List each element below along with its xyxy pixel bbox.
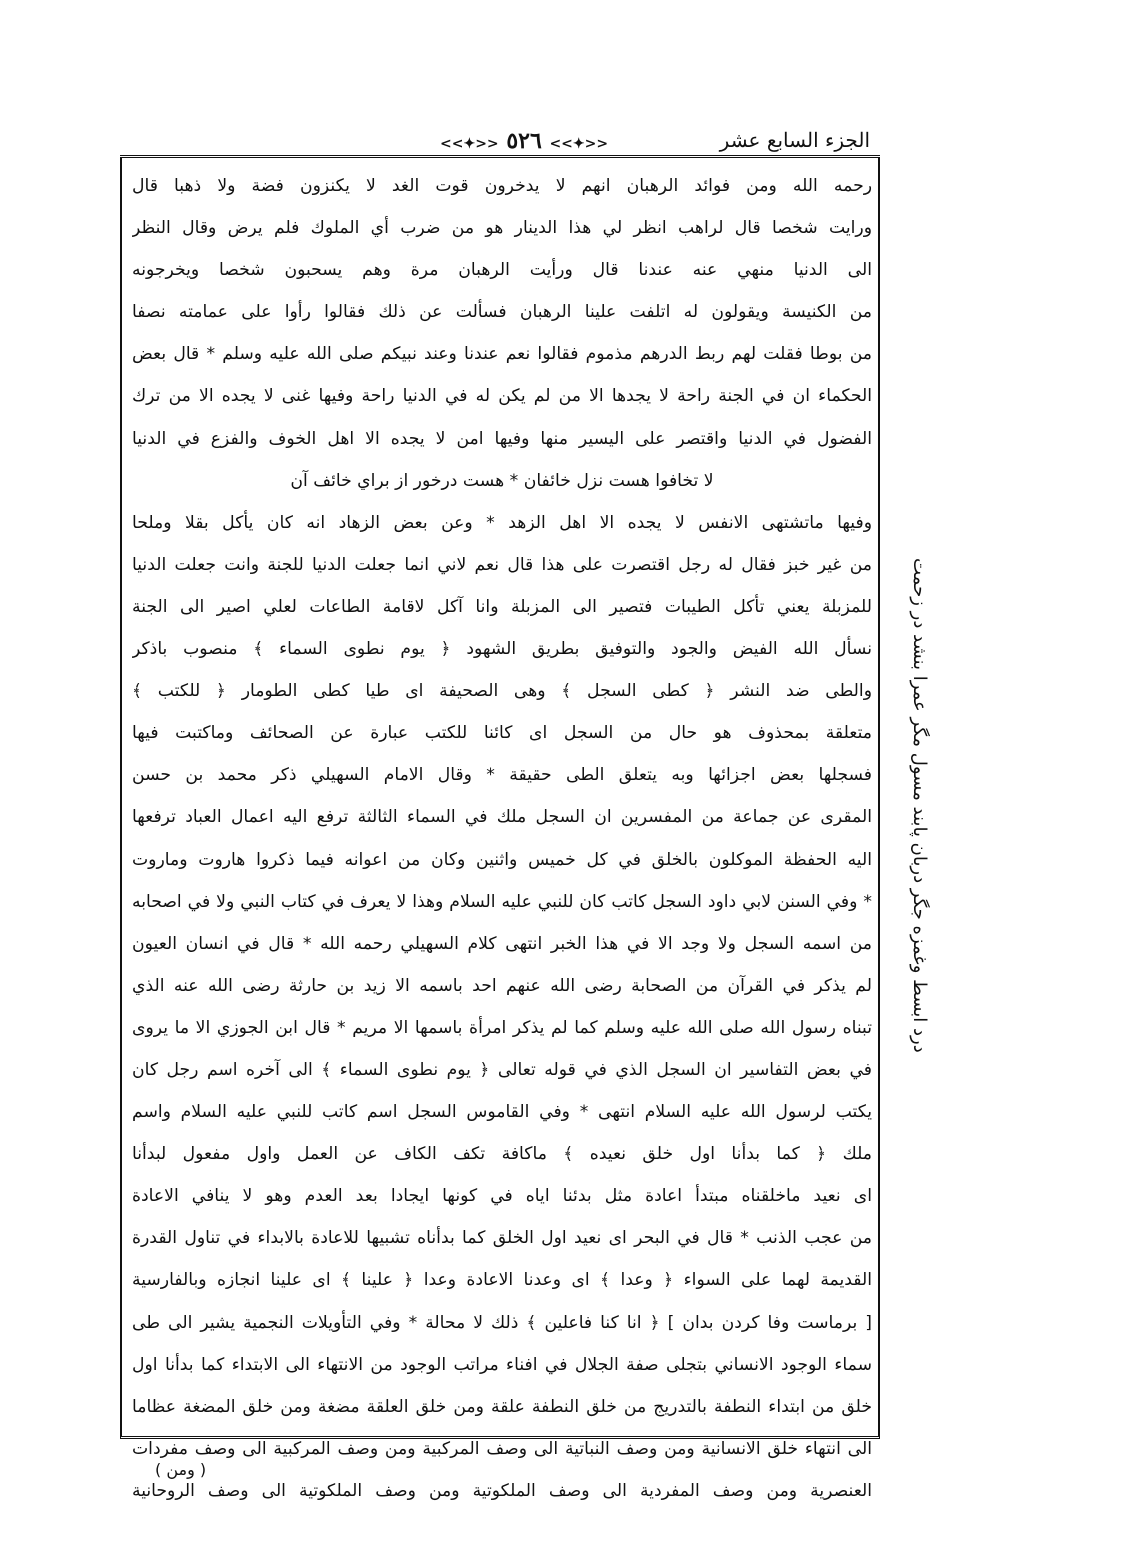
text-line: رحمه الله ومن فوائد الرهبان انهم لا يدخرون قوت الغد لا يكنزون فضة ولا ذهبا قال bbox=[132, 176, 872, 196]
text-line: القديمة لهما على السواء ﴿ وعدا ﴾ اى وعدنا الاعادة وعدا ﴿ علينا ﴾ اى علينا انجازه وبالفارسية bbox=[132, 1270, 872, 1291]
text-line: لا تخافوا هست نزل خائفان * هست درخور از براي خائف آن bbox=[290, 470, 714, 491]
text-line: من الكنيسة ويقولون له اتلفت علينا الرهبان فسألت عن ذلك فقالوا رأوا على عمامته نصفا bbox=[132, 302, 872, 323]
text-line: نسأل الله الفيض والجود والتوفيق بطريق الشهود ﴿ يوم نطوى السماء ﴾ منصوب باذكر bbox=[132, 639, 872, 660]
text-line: * وفي السنن لابي داود السجل كاتب كان للنبي عليه السلام وهذا لا يعرف في كتاب النبي ولا في اصحابه bbox=[132, 891, 872, 912]
text-line: الحكماء ان في الجنة راحة لا يجدها الا من لم يكن له في الدنيا راحة وفيها غنى لا يجده الا من ترك bbox=[132, 386, 872, 407]
text-line: متعلقة بمحذوف هو حال من السجل اى كائنا للكتب عبارة عن الصحائف وماكتبت فيها bbox=[132, 723, 872, 744]
part-label: الجزء السابع عشر bbox=[719, 128, 870, 152]
text-line: من بوطا فقلت لهم ربط الدرهم مذموم فقالوا نعم عندنا وعند نبيكم صلى الله عليه وسلم * قال بعض bbox=[132, 344, 872, 365]
ornament-icon: <<✦>> bbox=[440, 136, 499, 152]
text-line: فسجلها بعض اجزائها وبه يتعلق الطى حقيقة * وقال الامام السهيلي ذكر محمد بن حسن bbox=[132, 765, 872, 786]
text-line: الى الدنيا منهي عنه عندنا قال ورأيت الرهبان مرة وهم يسحبون شخصا ويخرجونه bbox=[132, 260, 872, 281]
text-line: خلق من ابتداء النطفة بالتدريج من خلق النطفة علقة ومن خلق العلقة مضغة ومن خلق المضغة عظاما bbox=[132, 1396, 872, 1417]
text-line: وفيها ماتشتهى الانفس لا يجده الا اهل الزهد * وعن بعض الزهاد انه كان يأكل بقلا وملحا bbox=[132, 512, 872, 533]
text-line: والطى ضد النشر ﴿ كطى السجل ﴾ وهى الصحيفة اى طيا كطى الطومار ﴿ للكتب ﴾ bbox=[132, 681, 872, 702]
text-line: الفضول في الدنيا واقتصر على اليسير منها وفيها امن لا يجده الا اهل الخوف والفزع في الدنيا bbox=[132, 428, 872, 449]
text-line: ملك ﴿ كما بدأنا اول خلق نعيده ﴾ ماكافة تكف الكاف عن العمل واول مفعول لبدأنا bbox=[132, 1144, 872, 1165]
body-text bbox=[132, 165, 872, 1512]
text-line: يكتب لرسول الله عليه السلام انتهى * وفي القاموس السجل اسم كاتب للنبي عليه السلام واسم bbox=[132, 1102, 872, 1123]
catchword: ( ومن ) bbox=[155, 1460, 207, 1479]
text-line: الى انتهاء خلق الانسانية ومن وصف النباتية الى وصف المركبية ومن وصف المركبية الى وصف مفردات bbox=[132, 1438, 872, 1459]
ornament-icon: <<✦>> bbox=[549, 136, 609, 152]
text-line: العنصرية ومن وصف المفردية الى وصف الملكوتية ومن وصف الملكوتية الى وصف الروحانية bbox=[132, 1480, 872, 1501]
text-line: من غير خبز فقال له رجل اقتصرت على هذا قال نعم لاني انما جعلت الدنيا للجنة وانت جعلت الدنيا bbox=[132, 554, 872, 575]
text-line: اليه الحفظة الموكلون بالخلق في كل خميس واثنين وكان من اعوانه فيما ذكروا هاروت وماروت bbox=[132, 849, 872, 870]
text-line: لم يذكر في القرآن من الصحابة رضى الله عنهم احد باسمه الا زيد بن حارثة رضى الله عنه الذي bbox=[132, 975, 872, 996]
running-header bbox=[150, 128, 870, 158]
page-number-group bbox=[440, 128, 608, 154]
text-line: من عجب الذنب * قال في البحر اى نعيد اول الخلق كما بدأناه تشبيها للاعادة بالابداء في تناول القدرة bbox=[132, 1228, 872, 1249]
text-line: تبناه رسول الله صلى الله عليه وسلم كما لم يذكر امرأة باسمها الا مريم * قال ابن الجوزي الا ما يروى bbox=[132, 1017, 872, 1038]
text-line: المقرى عن جماعة من المفسرين ان السجل ملك في السماء الثالثة ترفع اليه اعمال العباد ترفعها bbox=[132, 807, 872, 828]
text-line: سماء الوجود الانساني بتجلى صفة الجلال في افناء مراتب الوجود من الانتهاء الى الابتداء كما بدأنا اول bbox=[132, 1354, 872, 1375]
page-number: ٥٢٦ bbox=[506, 128, 542, 154]
text-line: [ برماست وفا كردن بدان ] ﴿ انا كنا فاعلين ﴾ ذلك لا محالة * وفي التأويلات النجمية يشير الى طى bbox=[132, 1312, 872, 1333]
text-line: ورايت شخصا قال لراهب انظر لي هذا الدينار هو من ضرب أي الملوك فلم يرض وقال النظر bbox=[132, 218, 872, 239]
margin-note: درد ابسط وغمزه جگر دربان پابند مسول مگر عمرا بنشد در زحمت bbox=[909, 557, 930, 1053]
text-line: اى نعيد ماخلقناه مبتدأ اعادة مثل بدئنا اياه في كونها ايجادا بعد العدم وهو لا ينافي الاعادة bbox=[132, 1186, 872, 1207]
text-line: في بعض التفاسير ان السجل الذي في قوله تعالى ﴿ يوم نطوى السماء ﴾ الى آخره اسم رجل كان bbox=[132, 1059, 872, 1080]
text-line: من اسمه السجل ولا وجد الا في هذا الخبر انتهى كلام السهيلي رحمه الله * قال في انسان العيون bbox=[132, 933, 872, 954]
text-line: للمزبلة يعني تأكل الطيبات فتصير الى المزبلة وانا آكل لاقامة الطاعات لعلي اصير الى الجنة bbox=[132, 596, 872, 617]
